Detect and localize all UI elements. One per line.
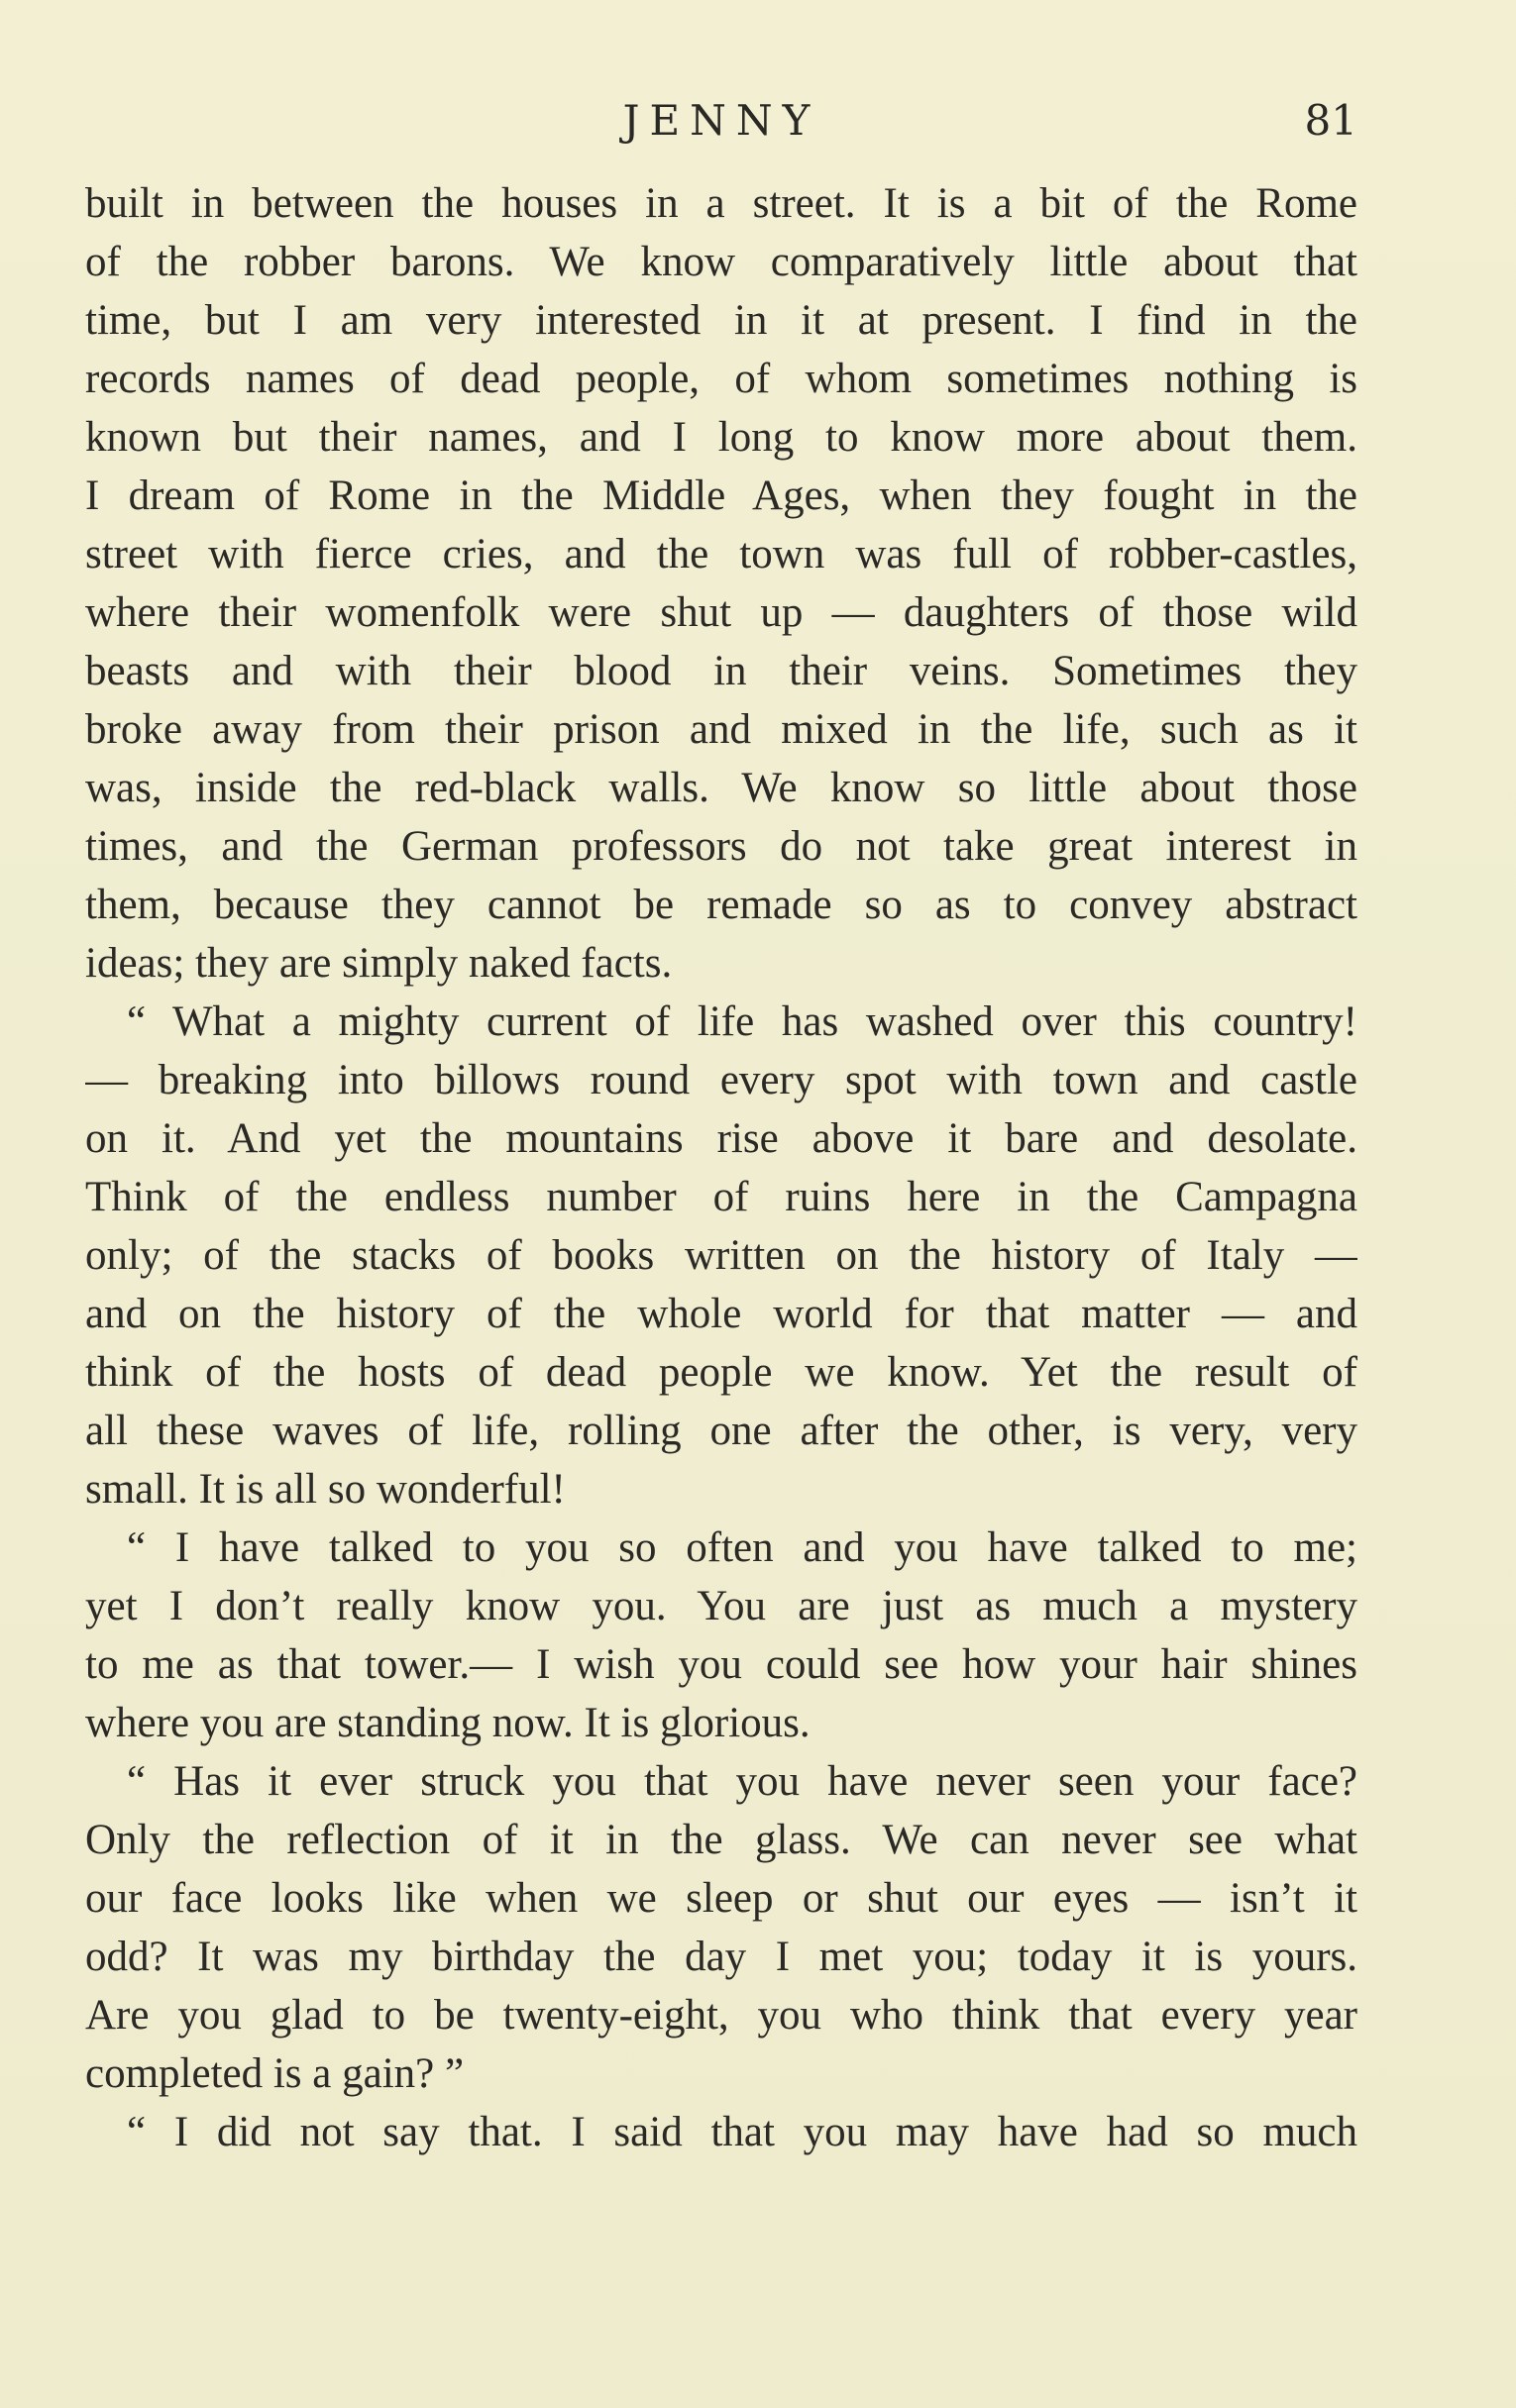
text-line: “ I have talked to you so often and you have talked to me; <box>127 1524 1357 1571</box>
text-line: our face looks like when we sleep or shut our eyes — isn’t it <box>85 1875 1357 1922</box>
text-line: think of the hosts of dead people we know. Yet the result of <box>85 1349 1357 1396</box>
text-line: I dream of Rome in the Middle Ages, when they fought in the <box>85 472 1357 519</box>
text-line: where their womenfolk were shut up — daughters of those wild <box>85 589 1357 636</box>
text-line: all these waves of life, rolling one after the other, is very, very <box>85 1408 1357 1454</box>
text-line: ideas; they are simply naked facts. <box>85 940 673 987</box>
text-line: of the robber barons. We know comparatively little about that <box>85 239 1357 285</box>
text-line: known but their names, and I long to know more about them. <box>85 414 1357 461</box>
text-line: “ Has it ever struck you that you have never seen your face? <box>127 1758 1357 1805</box>
text-line: to me as that tower.— I wish you could see how your hair shines <box>85 1641 1357 1688</box>
text-line: Only the reflection of it in the glass. We can never see what <box>85 1817 1357 1863</box>
text-line: built in between the houses in a street. It is a bit of the Rome <box>85 180 1357 227</box>
text-line: “ What a mighty current of life has washed over this country! <box>127 998 1357 1045</box>
text-line: small. It is all so wonderful! <box>85 1466 566 1513</box>
text-line: time, but I am very interested in it at present. I find in the <box>85 297 1357 344</box>
text-line: on it. And yet the mountains rise above it bare and desolate. <box>85 1115 1357 1162</box>
text-line: yet I don’t really know you. You are just as much a mystery <box>85 1583 1357 1629</box>
text-line: only; of the stacks of books written on the history of Italy — <box>85 1232 1357 1279</box>
text-line: odd? It was my birthday the day I met you; today it is yours. <box>85 1934 1357 1980</box>
body-text <box>85 174 1357 2161</box>
text-line: completed is a gain? ” <box>85 2050 465 2097</box>
text-line: Are you glad to be twenty-eight, you who think that every year <box>85 1992 1357 2039</box>
text-line: street with fierce cries, and the town was full of robber-castles, <box>85 531 1357 577</box>
running-head: JENNY <box>622 96 820 145</box>
text-line: them, because they cannot be remade so as to convey abstract <box>85 882 1357 928</box>
text-line: beasts and with their blood in their veins. Sometimes they <box>85 648 1357 694</box>
text-line: broke away from their prison and mixed in the life, such as it <box>85 706 1357 753</box>
text-line: “ I did not say that. I said that you may have had so much <box>127 2109 1357 2155</box>
text-line: where you are standing now. It is glorious. <box>85 1700 811 1746</box>
page-number: 81 <box>1304 96 1357 145</box>
text-line: records names of dead people, of whom sometimes nothing is <box>85 356 1357 402</box>
page-header <box>85 91 1357 151</box>
text-line: and on the history of the whole world for that matter — and <box>85 1291 1357 1337</box>
text-line: was, inside the red-black walls. We know so little about those <box>85 765 1357 811</box>
text-line: Think of the endless number of ruins here in the Campagna <box>85 1174 1357 1220</box>
text-line: times, and the German professors do not take great interest in <box>85 823 1357 870</box>
text-line: — breaking into billows round every spot with town and castle <box>85 1057 1357 1103</box>
